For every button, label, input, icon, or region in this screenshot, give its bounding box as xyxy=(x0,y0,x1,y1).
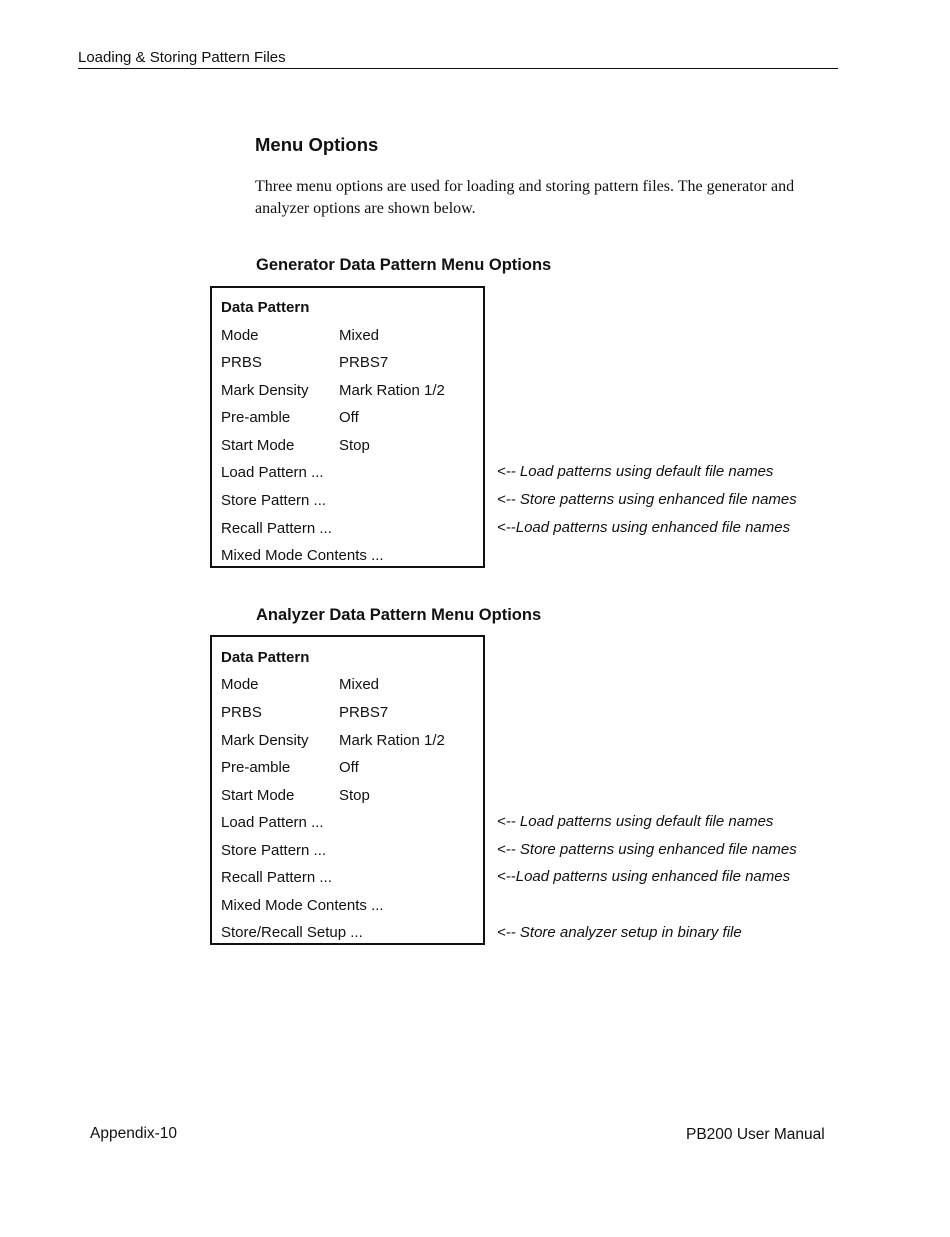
analyzer-menu-item-store-recall-setup[interactable]: Store/Recall Setup ... xyxy=(221,924,363,941)
generator-menu-item-load-pattern[interactable]: Load Pattern ... xyxy=(221,464,324,481)
generator-note-load-pattern: <-- Load patterns using default file names xyxy=(497,463,774,480)
menu-item-label: Mark Density xyxy=(221,732,309,749)
menu-item-label: PRBS xyxy=(221,704,262,721)
generator-note-recall-pattern: <--Load patterns using enhanced file names xyxy=(497,519,791,536)
menu-item-label: Pre-amble xyxy=(221,409,291,426)
menu-item-label: PRBS xyxy=(221,354,262,371)
menu-item-value: Mark Ration 1/2 xyxy=(339,382,445,399)
menu-item-label: Mode xyxy=(221,327,259,344)
analyzer-note-load-pattern: <-- Load patterns using default file names xyxy=(497,813,774,830)
analyzer-menu-title: Data Pattern xyxy=(221,649,310,666)
menu-item-value: Mixed xyxy=(339,676,380,693)
menu-item-value: Off xyxy=(339,759,359,776)
analyzer-note-store-pattern: <-- Store patterns using enhanced file names xyxy=(497,841,797,858)
menu-item-value: PRBS7 xyxy=(339,354,389,371)
analyzer-note-recall-pattern: <--Load patterns using enhanced file names xyxy=(497,868,791,885)
generator-menu-item-pre-amble[interactable] xyxy=(221,408,359,428)
menu-item-value: PRBS7 xyxy=(339,704,389,721)
menu-item-value: Mark Ration 1/2 xyxy=(339,732,445,749)
menu-item-label: Mode xyxy=(221,676,259,693)
menu-item-label: Mark Density xyxy=(221,382,309,399)
analyzer-menu-item-start-mode[interactable] xyxy=(221,786,370,806)
menu-item-value: Stop xyxy=(339,437,370,454)
section-title: Menu Options xyxy=(255,134,379,155)
generator-menu-title: Data Pattern xyxy=(221,299,310,316)
menu-item-value: Mixed xyxy=(339,327,380,344)
footer-manual-title: PB200 User Manual xyxy=(686,1126,825,1143)
footer-page-number: Appendix-10 xyxy=(90,1125,178,1142)
analyzer-menu-item-pre-amble[interactable] xyxy=(221,758,359,778)
menu-item-value: Off xyxy=(339,409,359,426)
generator-menu-item-mixed-mode-contents[interactable]: Mixed Mode Contents ... xyxy=(221,547,384,564)
menu-item-label: Start Mode xyxy=(221,437,295,454)
generator-note-store-pattern: <-- Store patterns using enhanced file names xyxy=(497,491,797,508)
analyzer-menu-item-mixed-mode-contents[interactable]: Mixed Mode Contents ... xyxy=(221,897,384,914)
analyzer-menu-heading: Analyzer Data Pattern Menu Options xyxy=(256,606,542,624)
generator-menu-heading: Generator Data Pattern Menu Options xyxy=(256,256,552,274)
analyzer-menu-item-load-pattern[interactable]: Load Pattern ... xyxy=(221,814,324,831)
header-rule xyxy=(78,68,838,69)
generator-menu-item-store-pattern[interactable]: Store Pattern ... xyxy=(221,492,327,509)
analyzer-note-store-recall-setup: <-- Store analyzer setup in binary file xyxy=(497,924,742,941)
menu-item-label: Pre-amble xyxy=(221,759,291,776)
generator-menu-item-mark-density[interactable] xyxy=(221,381,445,401)
running-header: Loading & Storing Pattern Files xyxy=(78,49,286,66)
generator-menu-item-recall-pattern[interactable]: Recall Pattern ... xyxy=(221,520,332,537)
generator-menu-item-mode[interactable] xyxy=(221,326,380,346)
menu-item-value: Stop xyxy=(339,787,370,804)
analyzer-menu-item-mode[interactable] xyxy=(221,675,380,695)
generator-menu-item-prbs[interactable] xyxy=(221,353,389,373)
analyzer-menu-box xyxy=(210,635,485,945)
analyzer-menu-item-recall-pattern[interactable]: Recall Pattern ... xyxy=(221,869,332,886)
intro-paragraph: Three menu options are used for loading and storing pattern files. The generator and analyzer options are shown below. xyxy=(255,178,795,217)
analyzer-menu-item-mark-density[interactable] xyxy=(221,731,445,751)
analyzer-menu-item-store-pattern[interactable]: Store Pattern ... xyxy=(221,842,327,859)
generator-menu-box xyxy=(210,286,485,568)
menu-item-label: Start Mode xyxy=(221,787,295,804)
generator-menu-item-start-mode[interactable] xyxy=(221,436,370,456)
analyzer-menu-item-prbs[interactable] xyxy=(221,703,389,723)
